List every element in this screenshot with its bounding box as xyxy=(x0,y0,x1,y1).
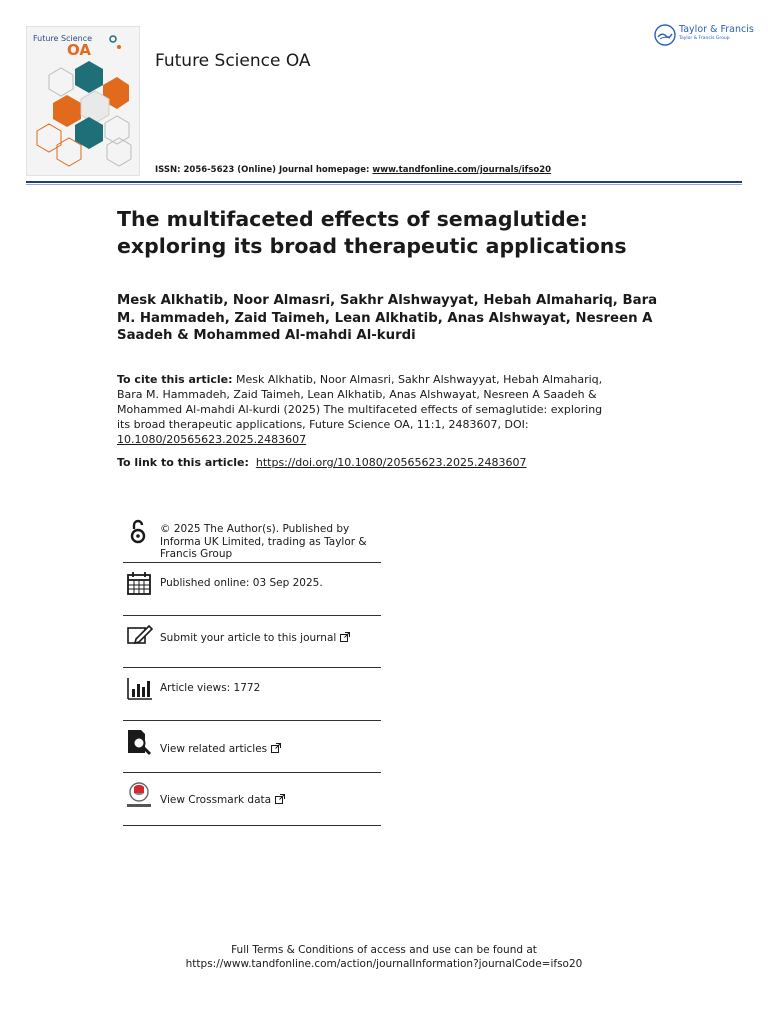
article-doi-link[interactable]: https://doi.org/10.1080/20565623.2025.2483607 xyxy=(255,456,527,469)
taylor-francis-icon xyxy=(654,24,676,46)
article-link-line xyxy=(117,455,526,470)
journal-cover-image xyxy=(26,26,140,176)
info-row-crossmark[interactable] xyxy=(123,773,381,826)
cover-oa-label: OA xyxy=(67,41,91,59)
footer-terms-url[interactable]: https://www.tandfonline.com/action/journalInformation?journalCode=ifso20 xyxy=(185,958,583,970)
info-row-submit[interactable] xyxy=(123,616,381,668)
cover-journal-name: Future Science xyxy=(33,34,93,43)
published-date: Published online: 03 Sep 2025. xyxy=(160,577,323,589)
external-link-icon xyxy=(271,743,281,753)
submit-article-link[interactable] xyxy=(160,632,350,645)
info-row-related[interactable] xyxy=(123,721,381,773)
journal-name: Future Science OA xyxy=(155,51,311,71)
cite-text: Mesk Alkhatib, Noor Almasri, Sakhr Alshwayyat, Hebah Almahariq, Bara M. Hammadeh, Zaid Taimeh, Lean Alkhatib, Anas Alshwayat, Nesreen A Saadeh & Mohammed Al-mahdi Al-kurdi (2025) The multifaceted effects of semaglutide: exploring its broad therapeutic applications, Future Science OA, 11:1, 2483607, DOI: xyxy=(117,373,603,431)
publisher-name: Taylor & Francis xyxy=(679,24,754,35)
cite-doi-link[interactable]: 10.1080/20565623.2025.2483607 xyxy=(117,433,307,446)
external-link-icon xyxy=(275,794,285,804)
issn-text: ISSN: 2056-5623 (Online) Journal homepage: xyxy=(155,165,373,175)
info-row-published xyxy=(123,563,381,616)
header-divider xyxy=(26,181,742,183)
publisher-subtitle: Taylor & Francis Group xyxy=(679,36,730,41)
open-access-icon xyxy=(125,517,153,545)
bar-chart-icon xyxy=(125,675,153,703)
related-articles-link[interactable] xyxy=(160,743,281,756)
crossmark-label: View Crossmark data xyxy=(160,794,272,806)
copyright-text: © 2025 The Author(s). Published by Informa UK Limited, trading as Taylor & Francis Group xyxy=(160,523,367,560)
article-title: The multifaceted effects of semaglutide: exploring its broad therapeutic applications xyxy=(117,207,627,258)
publisher-logo[interactable] xyxy=(654,22,754,48)
crossmark-icon xyxy=(125,781,153,809)
crossmark-link[interactable] xyxy=(160,794,285,807)
citation-block xyxy=(117,372,617,447)
submit-label: Submit your article to this journal xyxy=(160,632,337,644)
edit-icon xyxy=(125,622,153,650)
issn-line xyxy=(155,165,551,175)
article-authors: Mesk Alkhatib, Noor Almasri, Sakhr Alshwayyat, Hebah Almahariq, Bara M. Hammadeh, Zaid Taimeh, Lean Alkhatib, Anas Alshwayat, Nesreen A Saadeh & Mohammed Al-mahdi Al-kurdi xyxy=(117,293,658,343)
link-label: To link to this article: xyxy=(117,456,249,469)
search-document-icon xyxy=(125,728,153,756)
journal-homepage-link[interactable]: www.tandfonline.com/journals/ifso20 xyxy=(372,165,552,175)
article-views: Article views: 1772 xyxy=(160,682,261,694)
header-divider-thin xyxy=(26,184,742,185)
footer-line-1: Full Terms & Conditions of access and use can be found at xyxy=(231,944,537,956)
calendar-icon xyxy=(125,569,153,597)
terms-footer xyxy=(0,943,768,971)
cite-label: To cite this article: xyxy=(117,373,233,386)
related-label: View related articles xyxy=(160,743,268,755)
external-link-icon xyxy=(340,632,350,642)
info-row-views xyxy=(123,668,381,721)
info-row-copyright xyxy=(123,515,381,563)
